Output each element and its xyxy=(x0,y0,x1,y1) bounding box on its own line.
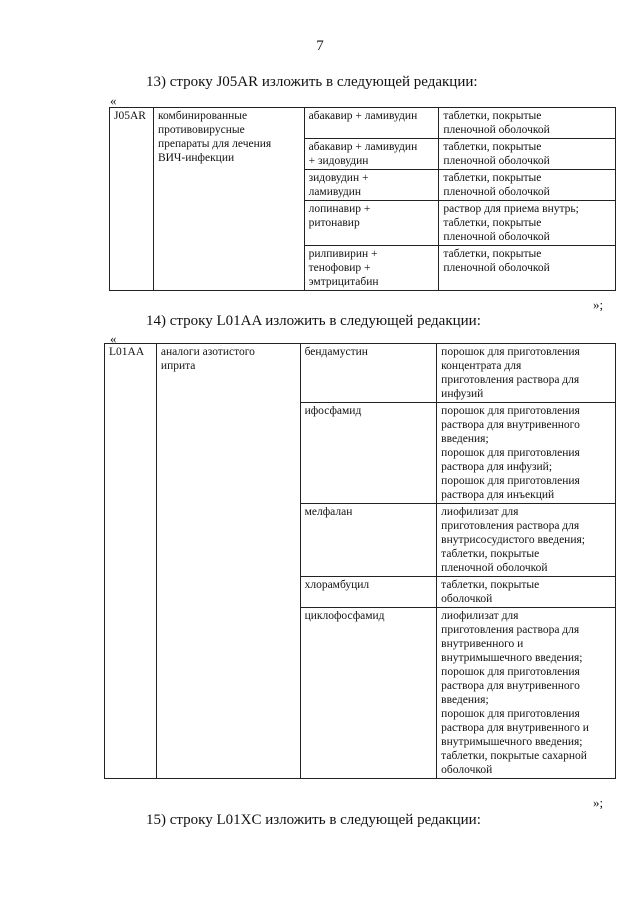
dosage-form-line: пленочной оболочкой xyxy=(441,562,548,574)
dosage-form-line: пленочной оболочкой xyxy=(443,155,550,167)
section-14-heading: 14) строку L01AA изложить в следующей редакции: xyxy=(146,313,481,329)
dosage-form-cell xyxy=(437,403,616,504)
dosage-form-line: внутримышечного введения; xyxy=(441,736,583,748)
section-14-table xyxy=(104,343,616,779)
drug-name-line: эмтрицитабин xyxy=(308,276,379,288)
dosage-form-line: лиофилизат для xyxy=(441,506,519,518)
dosage-form-line: раствор для приема внутрь; xyxy=(443,203,579,215)
dosage-form-line: пленочной оболочкой xyxy=(443,186,550,198)
drug-name-cell xyxy=(300,577,437,608)
dosage-form-line: порошок для приготовления xyxy=(441,447,580,459)
dosage-form-line: раствора для инфузий; xyxy=(441,461,553,473)
dosage-form-line: оболочкой xyxy=(441,764,493,776)
dosage-form-line: внутримышечного введения; xyxy=(441,652,583,664)
dosage-form-line: раствора для внутривенного xyxy=(441,419,580,431)
drug-name-cell xyxy=(304,139,439,170)
drug-name-cell xyxy=(300,608,437,779)
dosage-form-line: порошок для приготовления xyxy=(441,346,580,358)
section-14-close-quote: »; xyxy=(593,795,604,810)
drug-group-line: иприта xyxy=(160,360,196,372)
drug-name-cell xyxy=(300,504,437,577)
dosage-form-line: порошок для приготовления xyxy=(441,475,580,487)
dosage-form-line: введения; xyxy=(441,433,489,445)
dosage-form-cell xyxy=(439,201,616,246)
atc-code-cell: J05AR xyxy=(110,108,154,291)
drug-name-line: абакавир + ламивудин xyxy=(308,110,418,122)
dosage-form-line: приготовления раствора для xyxy=(441,374,580,386)
atc-code-cell: L01AA xyxy=(105,344,157,779)
dosage-form-cell xyxy=(439,246,616,291)
dosage-form-line: пленочной оболочкой xyxy=(443,262,550,274)
dosage-form-line: таблетки, покрытые xyxy=(441,579,540,591)
dosage-form-line: лиофилизат для xyxy=(441,610,519,622)
drug-name-line: зидовудин + xyxy=(308,172,369,184)
drug-name-line: бендамустин xyxy=(304,346,368,358)
dosage-form-line: таблетки, покрытые xyxy=(443,110,542,122)
dosage-form-cell xyxy=(437,504,616,577)
drug-name-line: ифосфамид xyxy=(304,405,362,417)
drug-name-line: мелфалан xyxy=(304,506,353,518)
drug-name-line: рилпивирин + xyxy=(308,248,378,260)
dosage-form-cell xyxy=(437,608,616,779)
dosage-form-line: инфузий xyxy=(441,388,484,400)
dosage-form-line: пленочной оболочкой xyxy=(443,124,550,136)
drug-name-line: ритонавир xyxy=(308,217,360,229)
dosage-form-cell xyxy=(439,139,616,170)
page-number: 7 xyxy=(316,38,324,54)
dosage-form-line: приготовления раствора для xyxy=(441,520,580,532)
drug-name-cell xyxy=(304,246,439,291)
dosage-form-line: таблетки, покрытые xyxy=(443,248,542,260)
table-row xyxy=(110,108,616,139)
section-14-open-quote: « xyxy=(110,331,117,346)
drug-name-line: лопинавир + xyxy=(308,203,371,215)
drug-name-line: абакавир + ламивудин xyxy=(308,141,418,153)
dosage-form-line: порошок для приготовления xyxy=(441,666,580,678)
dosage-form-line: таблетки, покрытые xyxy=(443,141,542,153)
dosage-form-line: приготовления раствора для xyxy=(441,624,580,636)
dosage-form-cell xyxy=(439,170,616,201)
dosage-form-line: таблетки, покрытые сахарной xyxy=(441,750,587,762)
drug-group-cell xyxy=(156,344,300,779)
dosage-form-line: концентрата для xyxy=(441,360,522,372)
dosage-form-line: порошок для приготовления xyxy=(441,405,580,417)
dosage-form-line: пленочной оболочкой xyxy=(443,231,550,243)
drug-name-line: хлорамбуцил xyxy=(304,579,370,591)
dosage-form-line: раствора для инъекций xyxy=(441,489,555,501)
drug-name-cell xyxy=(304,108,439,139)
dosage-form-cell xyxy=(437,344,616,403)
drug-name-cell xyxy=(304,170,439,201)
section-13-table xyxy=(109,107,616,291)
drug-name-line: + зидовудин xyxy=(308,155,369,167)
drug-name-line: циклофосфамид xyxy=(304,610,385,622)
dosage-form-line: внутрисосудистого введения; xyxy=(441,534,585,546)
dosage-form-line: раствора для внутривенного и xyxy=(441,722,589,734)
drug-group-line: препараты для лечения xyxy=(157,138,272,150)
dosage-form-line: введения; xyxy=(441,694,489,706)
section-13-heading: 13) строку J05AR изложить в следующей редакции: xyxy=(146,74,478,90)
drug-group-cell xyxy=(153,108,304,291)
drug-group-line: комбинированные xyxy=(157,110,248,122)
dosage-form-cell xyxy=(439,108,616,139)
dosage-form-cell xyxy=(437,577,616,608)
drug-name-line: ламивудин xyxy=(308,186,362,198)
dosage-form-line: таблетки, покрытые xyxy=(441,548,540,560)
drug-name-cell xyxy=(300,344,437,403)
drug-group-line: ВИЧ-инфекции xyxy=(157,152,235,164)
drug-name-cell xyxy=(304,201,439,246)
dosage-form-line: оболочкой xyxy=(441,593,493,605)
table-row xyxy=(105,344,616,403)
drug-group-line: аналоги азотистого xyxy=(160,346,255,358)
section-13-open-quote: « xyxy=(110,93,117,108)
drug-group-line: противовирусные xyxy=(157,124,245,136)
section-15-heading: 15) строку L01XC изложить в следующей редакции: xyxy=(146,812,481,828)
dosage-form-line: порошок для приготовления xyxy=(441,708,580,720)
dosage-form-line: таблетки, покрытые xyxy=(443,172,542,184)
dosage-form-line: раствора для внутривенного xyxy=(441,680,580,692)
section-13-close-quote: »; xyxy=(593,297,604,312)
dosage-form-line: внутривенного и xyxy=(441,638,524,650)
drug-name-line: тенофовир + xyxy=(308,262,371,274)
dosage-form-line: таблетки, покрытые xyxy=(443,217,542,229)
drug-name-cell xyxy=(300,403,437,504)
